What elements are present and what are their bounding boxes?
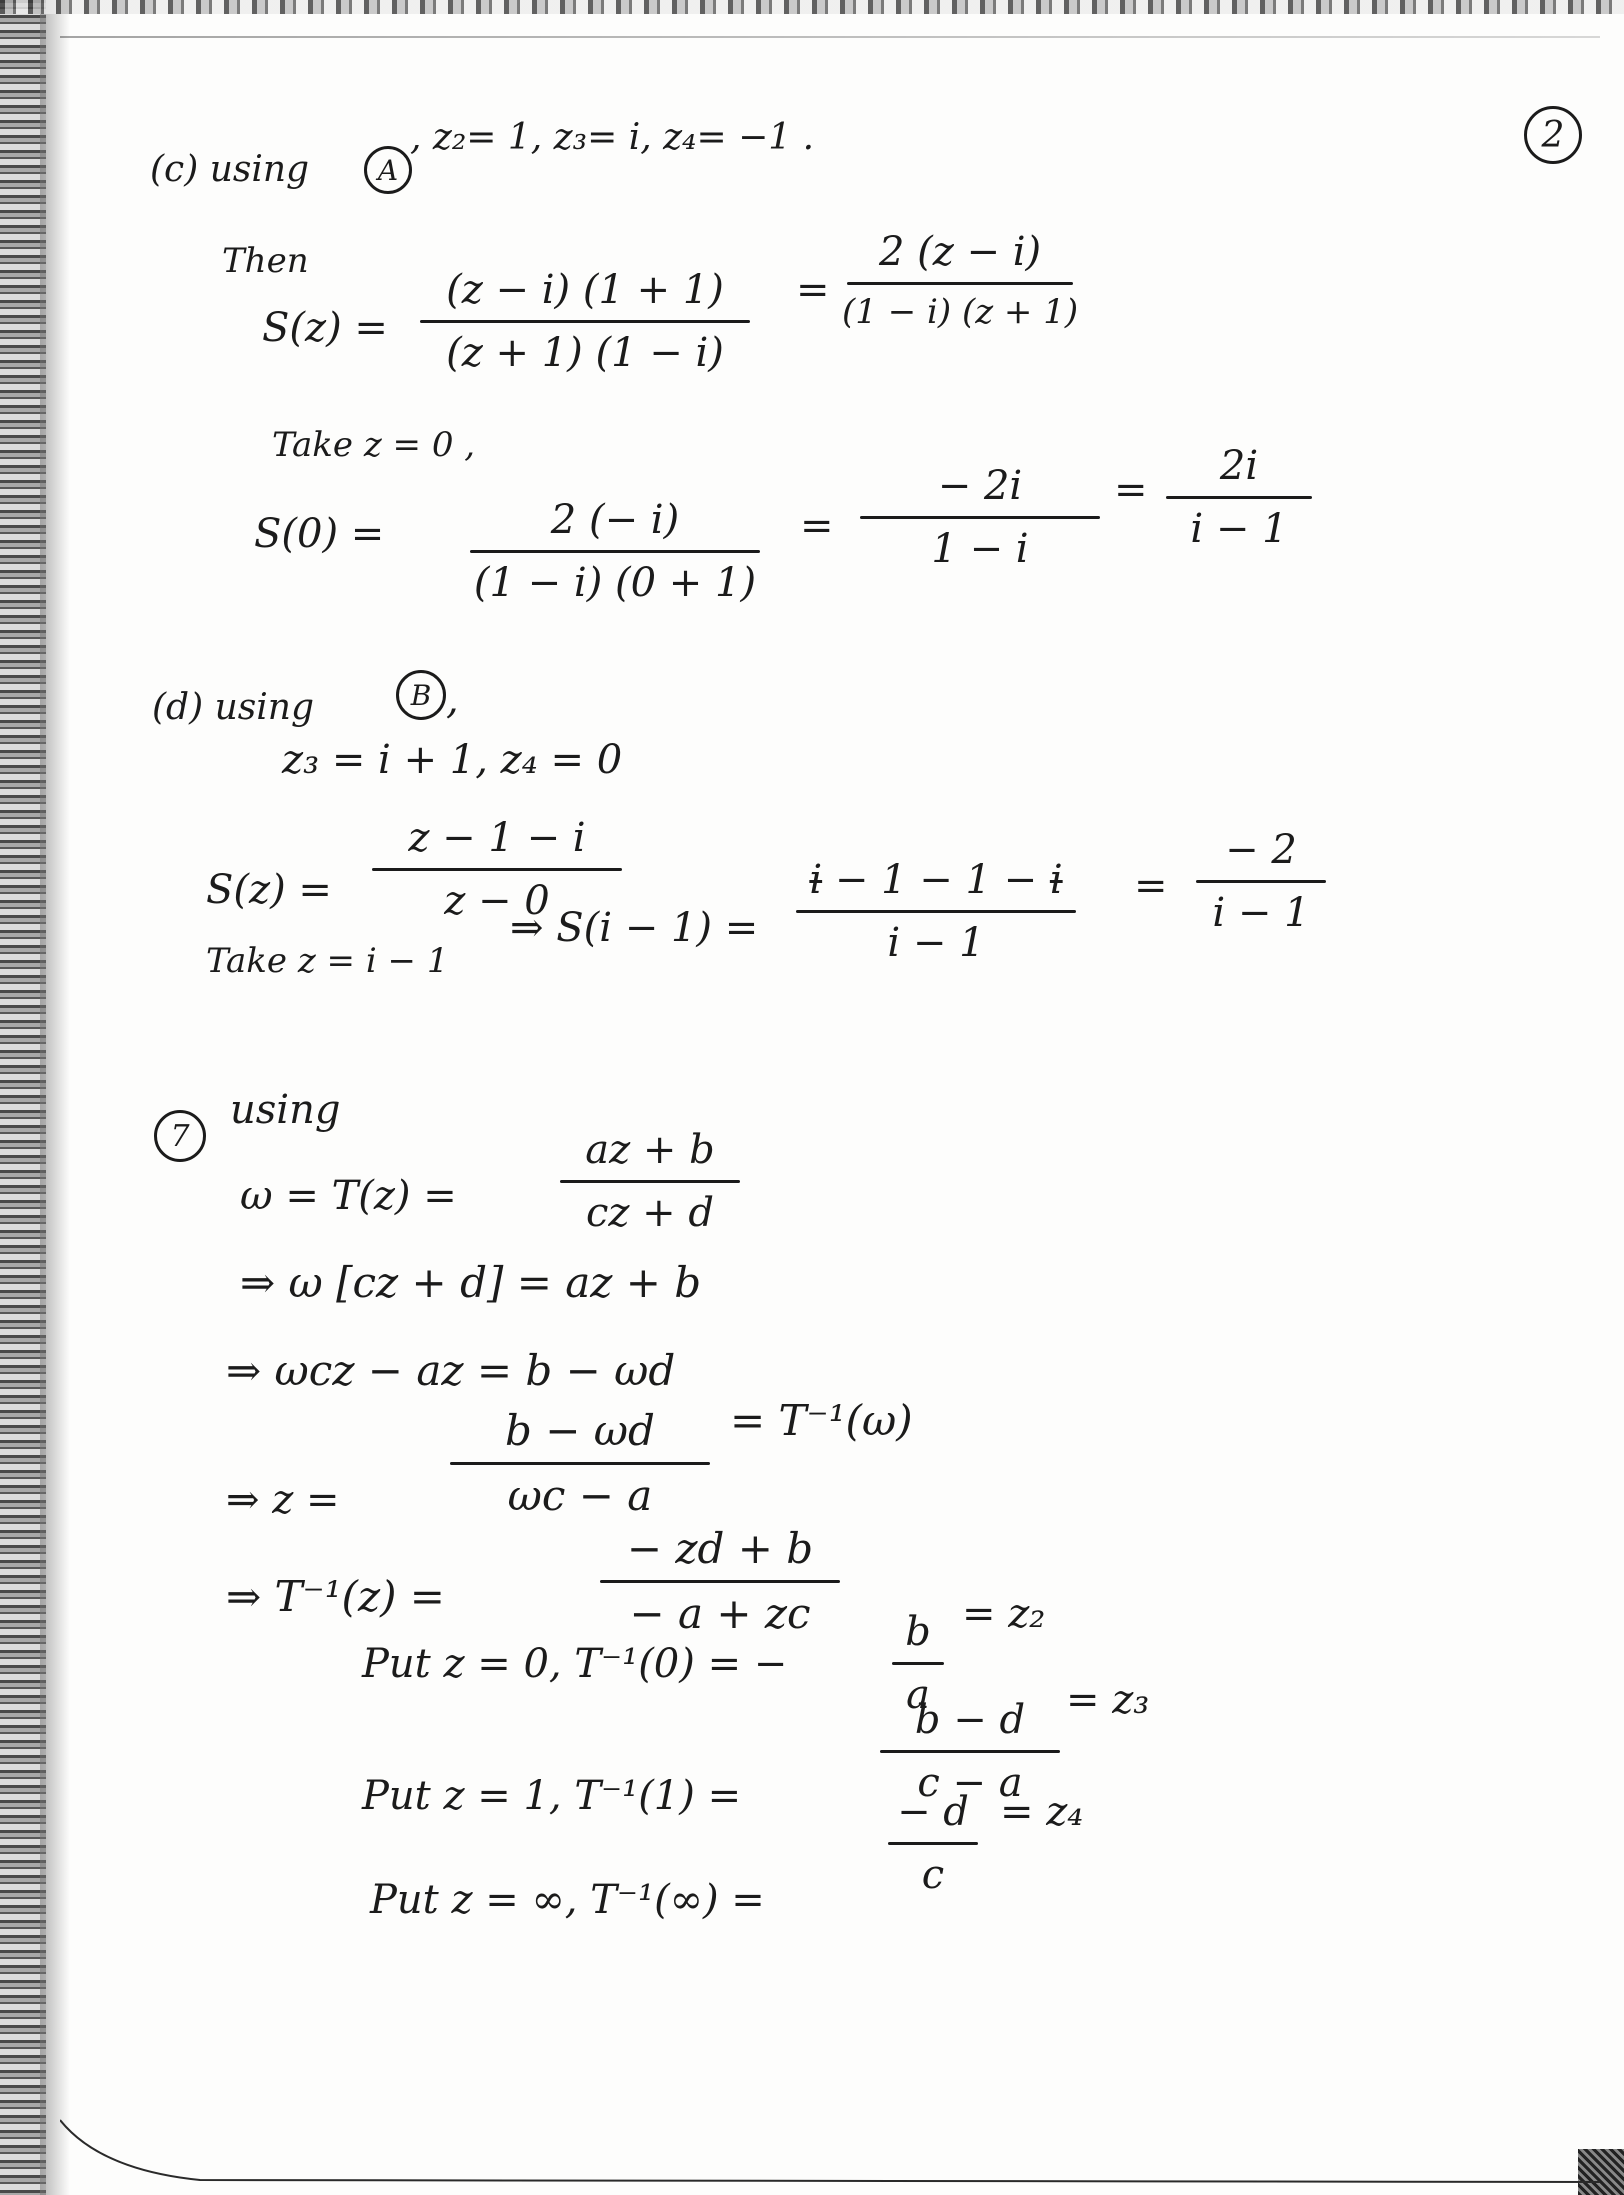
- fraction-bar: [796, 910, 1076, 913]
- part-d-given-points: z₃ = i + 1, z₄ = 0: [282, 737, 623, 783]
- scan-top-edge: [0, 0, 1624, 14]
- part-d-take-z: Take z = i − 1: [206, 941, 449, 981]
- part-d-fraction-2-numerator: [809, 857, 1063, 903]
- part-c-fraction-4-denominator: 1 − i: [931, 526, 1029, 572]
- fraction-bar: [860, 516, 1100, 519]
- question-7-label-text: 7: [170, 1118, 190, 1154]
- fraction-bar: [470, 550, 760, 553]
- part-d-circle-text: B: [410, 678, 432, 712]
- part-c-fraction-4: [860, 463, 1100, 572]
- part-d-fraction-3: [1196, 827, 1326, 936]
- q7-fraction-5: [880, 1697, 1060, 1806]
- q7-fraction-6: [888, 1789, 978, 1898]
- fraction-bar: [560, 1180, 740, 1183]
- q7-step-1: ⇒ ω [cz + d] = az + b: [240, 1258, 702, 1307]
- q7-fraction-5-denominator: c − a: [917, 1760, 1023, 1806]
- part-d-circle-label: [396, 670, 446, 720]
- part-d-heading: (d) using: [152, 687, 314, 728]
- part-d-fraction-1-numerator: z − 1 − i: [408, 815, 586, 861]
- fraction-bar: [1196, 880, 1326, 883]
- q7-w-label: ω = T(z) =: [240, 1173, 457, 1219]
- q7-inverse-w: = T⁻¹(ω): [730, 1396, 913, 1445]
- q7-put-z-1-result: = z₃: [1066, 1677, 1150, 1723]
- q7-fraction-6-numerator: − d: [897, 1789, 969, 1835]
- part-d-fraction-2-denominator: i − 1: [887, 920, 985, 966]
- part-d-fraction-1-denominator: z − 0: [444, 878, 550, 924]
- q7-fraction-2-denominator: ωc − a: [507, 1471, 653, 1520]
- part-c-heading: (c) using: [150, 149, 310, 190]
- part-c-fraction-3-denominator: (1 − i) (0 + 1): [473, 560, 757, 606]
- q7-put-z-0-result: = z₂: [962, 1591, 1046, 1637]
- scan-left-shadow: [40, 0, 70, 2195]
- part-c-fraction-2: [842, 229, 1079, 332]
- part-c-circle-text: A: [377, 153, 399, 187]
- part-c-take-z: Take z = 0 ,: [272, 425, 476, 465]
- part-c-fraction-2-denominator: (1 − i) (z + 1): [842, 292, 1079, 332]
- q7-put-z-infinity-result: = z₄: [1000, 1789, 1084, 1835]
- q7-fraction-2-numerator: b − ωd: [505, 1406, 655, 1455]
- part-d-comma: ,: [446, 677, 459, 723]
- q7-put-z-1: Put z = 1, T⁻¹(1) =: [362, 1773, 742, 1819]
- struck-term: i: [809, 857, 823, 903]
- part-c-sz-label: S(z) =: [262, 305, 388, 351]
- part-c-fraction-1-numerator: (z − i) (1 + 1): [446, 267, 724, 313]
- fraction-bar: [847, 282, 1073, 285]
- fraction-bar: [888, 1842, 978, 1845]
- part-c-fraction-4-numerator: − 2i: [937, 463, 1023, 509]
- part-d-implies-s: ⇒ S(i − 1) =: [510, 905, 759, 951]
- part-c-equals-2: =: [800, 503, 834, 549]
- part-c-fraction-5-denominator: i − 1: [1190, 506, 1288, 552]
- part-c-fraction-2-numerator: 2 (z − i): [878, 229, 1042, 275]
- part-c-equals-1: =: [796, 267, 830, 313]
- fraction-bar: [372, 868, 622, 871]
- part-c-fraction-5-numerator: 2i: [1219, 443, 1259, 489]
- q7-step-2: ⇒ ωcz − az = b − ωd: [226, 1346, 676, 1395]
- q7-fraction-3-denominator: − a + zc: [629, 1589, 811, 1638]
- q7-fraction-1: [560, 1127, 740, 1236]
- fraction-bar: [420, 320, 750, 323]
- struck-term: i: [1049, 857, 1063, 903]
- part-d-fraction-2: [796, 857, 1076, 966]
- part-c-then: Then: [222, 241, 309, 281]
- part-d-fraction-3-denominator: i − 1: [1212, 890, 1310, 936]
- part-c-circle-label: [364, 146, 412, 194]
- q7-fraction-1-denominator: cz + d: [585, 1190, 715, 1236]
- part-c-fraction-3-numerator: 2 (− i): [550, 497, 680, 543]
- fraction-bar: [880, 1750, 1060, 1753]
- q7-tinv-label: ⇒ T⁻¹(z) =: [226, 1572, 446, 1621]
- fraction-bar: [600, 1580, 840, 1583]
- q7-fraction-4-numerator: b: [905, 1609, 931, 1655]
- part-c-equals-3: =: [1114, 467, 1148, 513]
- q7-fraction-4-denominator: a: [906, 1672, 930, 1718]
- page-top-rule: [60, 36, 1600, 38]
- question-7-using: using: [230, 1087, 341, 1133]
- page-bottom-curl: [60, 2110, 1600, 2190]
- part-c-fraction-1: [420, 267, 750, 376]
- part-d-equals: =: [1134, 863, 1168, 909]
- q7-fraction-3-numerator: − zd + b: [626, 1524, 814, 1573]
- question-7-label: [154, 1110, 206, 1162]
- part-c-given-points: , z₂= 1, z₃= i, z₄= −1 .: [410, 117, 815, 158]
- q7-fraction-1-numerator: az + b: [585, 1127, 715, 1173]
- fraction-bar: [892, 1662, 944, 1665]
- part-d-fraction-3-numerator: − 2: [1225, 827, 1297, 873]
- q7-fraction-5-numerator: b − d: [914, 1697, 1026, 1743]
- part-c-s0-label: S(0) =: [254, 511, 385, 557]
- q7-put-z-0: Put z = 0, T⁻¹(0) = −: [362, 1641, 788, 1687]
- part-d-sz-label: S(z) =: [206, 867, 332, 913]
- q7-z-label: ⇒ z =: [226, 1477, 340, 1523]
- part-c-fraction-1-denominator: (z + 1) (1 − i): [446, 330, 724, 376]
- fraction-2-middle: − 1 − 1 −: [822, 857, 1050, 903]
- q7-fraction-2: [450, 1406, 710, 1520]
- part-c-fraction-5: [1166, 443, 1312, 552]
- fraction-bar: [450, 1462, 710, 1465]
- page-number-text: 2: [1541, 114, 1565, 156]
- q7-fraction-3: [600, 1524, 840, 1638]
- q7-fraction-6-denominator: c: [921, 1852, 945, 1898]
- q7-put-z-infinity: Put z = ∞, T⁻¹(∞) =: [370, 1877, 765, 1923]
- part-c-fraction-3: [470, 497, 760, 606]
- page-number: [1524, 106, 1582, 164]
- fraction-bar: [1166, 496, 1312, 499]
